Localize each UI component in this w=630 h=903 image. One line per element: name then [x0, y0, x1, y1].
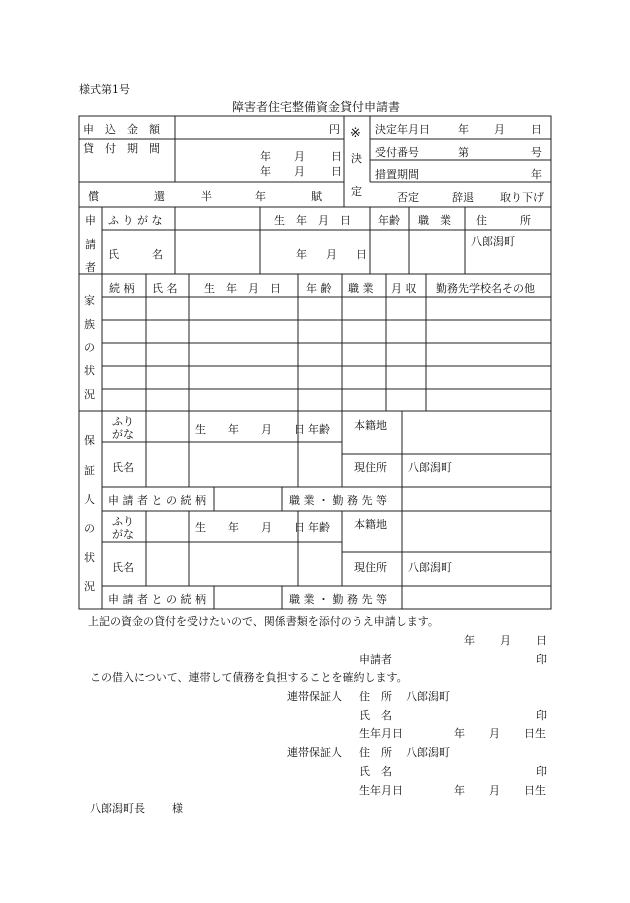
half-year-label: 半	[201, 190, 212, 203]
g1-furigana-1: ふり	[112, 415, 134, 428]
family-header-job: 職 業	[348, 282, 374, 295]
jg1-dob-year: 年	[454, 727, 465, 740]
applicant-side-3: 者	[85, 261, 96, 274]
decision-vertical-1: 決	[351, 152, 362, 165]
jg2-label: 連帯保証人	[287, 746, 342, 759]
applicant-side-2: 請	[85, 238, 96, 251]
jg1-address-value: 八郎潟町	[406, 690, 450, 703]
applicant-seal: 印	[536, 653, 547, 666]
applicant-side-1: 申	[85, 214, 96, 227]
applicant-dob-day: 日	[356, 248, 367, 261]
period-start-month: 月	[294, 150, 305, 163]
g1-age-label: 年齢	[308, 423, 330, 436]
jg1-label: 連帯保証人	[287, 690, 342, 703]
g2-relation-label: 申 請 者 と の 続 柄	[108, 593, 206, 606]
loan-period-label: 貸 付 期 間	[83, 142, 160, 155]
receipt-go: 号	[531, 146, 542, 159]
decision-date-label: 決定年月日	[375, 123, 430, 136]
jg2-dob-year: 年	[454, 784, 465, 797]
yen-unit: 円	[329, 123, 340, 136]
family-header-name: 氏 名	[152, 282, 178, 295]
family-header-income: 月 収	[391, 282, 417, 295]
g1-honseki-label: 本籍地	[354, 419, 387, 432]
addressee: 八郎潟町長	[90, 802, 145, 815]
applicant-job-label: 職 業	[418, 214, 451, 227]
loan-amount-label: 申 込 金 額	[83, 123, 160, 136]
declaration-text: 上記の資金の貸付を受けたいので、関係書類を添付のうえ申請します。	[88, 615, 439, 628]
note-mark: ※	[350, 126, 361, 141]
jg2-address-label: 住 所	[359, 746, 392, 759]
jg2-name-label: 氏 名	[359, 765, 392, 778]
family-header-workplace: 勤務先学校名その他	[436, 282, 535, 295]
apply-month: 月	[500, 634, 511, 647]
applicant-dob-month: 月	[326, 248, 337, 261]
jg1-name-label: 氏 名	[359, 709, 392, 722]
form-title: 障害者住宅整備資金貸付申請書	[232, 100, 401, 114]
period-end-month: 月	[294, 165, 305, 178]
g2-honseki-label: 本籍地	[354, 518, 387, 531]
guarantor-side-5: 状	[84, 551, 95, 564]
family-header-dob: 生 年 月 日	[204, 282, 281, 295]
g1-job-label: 職 業 ・ 勤 務 先 等	[289, 494, 387, 507]
g1-address-value: 八郎潟町	[408, 461, 452, 474]
form-number: 様式第1号	[79, 83, 130, 96]
addressee-sama: 様	[172, 802, 183, 815]
family-side-1: 家	[84, 294, 95, 307]
period-end-year: 年	[260, 165, 271, 178]
family-side-5: 況	[84, 388, 95, 401]
g1-furigana-2: がな	[112, 428, 134, 441]
family-header-relation: 続 柄	[109, 282, 135, 295]
jg2-dob-day: 日生	[524, 784, 546, 797]
decision-vertical-2: 定	[351, 185, 362, 198]
jg1-seal: 印	[536, 709, 547, 722]
g2-dob-label: 生 年 月 日	[195, 521, 305, 534]
guarantor-side-6: 況	[84, 580, 95, 593]
g1-name-label: 氏名	[112, 461, 134, 474]
jg1-dob-month: 月	[489, 727, 500, 740]
family-side-3: の	[84, 341, 95, 354]
withdrawn-option: 取り下げ	[500, 191, 544, 204]
jg2-seal: 印	[536, 765, 547, 778]
apply-day: 日	[536, 634, 547, 647]
period-start-year: 年	[260, 150, 271, 163]
applicant-address-label: 住 所	[476, 214, 531, 227]
decision-day: 日	[531, 123, 542, 136]
g2-furigana-2: がな	[112, 528, 134, 541]
g1-relation-label: 申 請 者 と の 続 柄	[108, 494, 206, 507]
declined-option: 辞退	[452, 191, 474, 204]
g2-furigana-1: ふり	[112, 515, 134, 528]
g1-address-label: 現住所	[354, 461, 387, 474]
applicant-address-value: 八郎潟町	[471, 235, 515, 248]
installment-label: 賦	[311, 190, 322, 203]
jg2-dob-month: 月	[489, 784, 500, 797]
jg2-dob-label: 生年月日	[359, 784, 403, 797]
period-end-day: 日	[331, 165, 342, 178]
family-side-4: 状	[84, 364, 95, 377]
g2-job-label: 職 業 ・ 勤 務 先 等	[289, 593, 387, 606]
guarantor-side-4: の	[84, 522, 95, 535]
guarantor-side-1: 保	[84, 434, 95, 447]
jg2-address-value: 八郎潟町	[406, 746, 450, 759]
applicant-sign-label: 申請者	[359, 653, 392, 666]
g2-age-label: 年齢	[308, 521, 330, 534]
family-header-age: 年 齢	[306, 282, 332, 295]
repayment-label: 償 還	[88, 190, 165, 203]
receipt-dai: 第	[458, 146, 469, 159]
applicant-age-label: 年齢	[378, 214, 400, 227]
measure-year: 年	[531, 168, 542, 181]
applicant-dob-year: 年	[296, 248, 307, 261]
denied-option: 否定	[397, 191, 419, 204]
applicant-dob-label: 生 年 月 日	[274, 214, 351, 227]
applicant-name-label: 氏 名	[108, 248, 163, 261]
jg1-dob-day: 日生	[524, 727, 546, 740]
furigana-label: ふ り が な	[108, 214, 163, 227]
joint-statement: この借入について、連帯して債務を負担することを確約します。	[90, 671, 408, 684]
family-side-2: 族	[84, 318, 95, 331]
g2-name-label: 氏名	[112, 561, 134, 574]
guarantor-side-2: 証	[84, 464, 95, 477]
decision-year: 年	[458, 123, 469, 136]
decision-month: 月	[494, 123, 505, 136]
guarantor-side-3: 人	[84, 493, 95, 506]
apply-year: 年	[464, 634, 475, 647]
receipt-number-label: 受付番号	[375, 146, 419, 159]
jg1-address-label: 住 所	[359, 690, 392, 703]
period-start-day: 日	[331, 150, 342, 163]
jg1-dob-label: 生年月日	[359, 727, 403, 740]
measure-period-label: 措置期間	[375, 168, 419, 181]
g2-address-label: 現住所	[354, 561, 387, 574]
year-word: 年	[255, 190, 266, 203]
g2-address-value: 八郎潟町	[408, 561, 452, 574]
g1-dob-label: 生 年 月 日	[195, 423, 305, 436]
